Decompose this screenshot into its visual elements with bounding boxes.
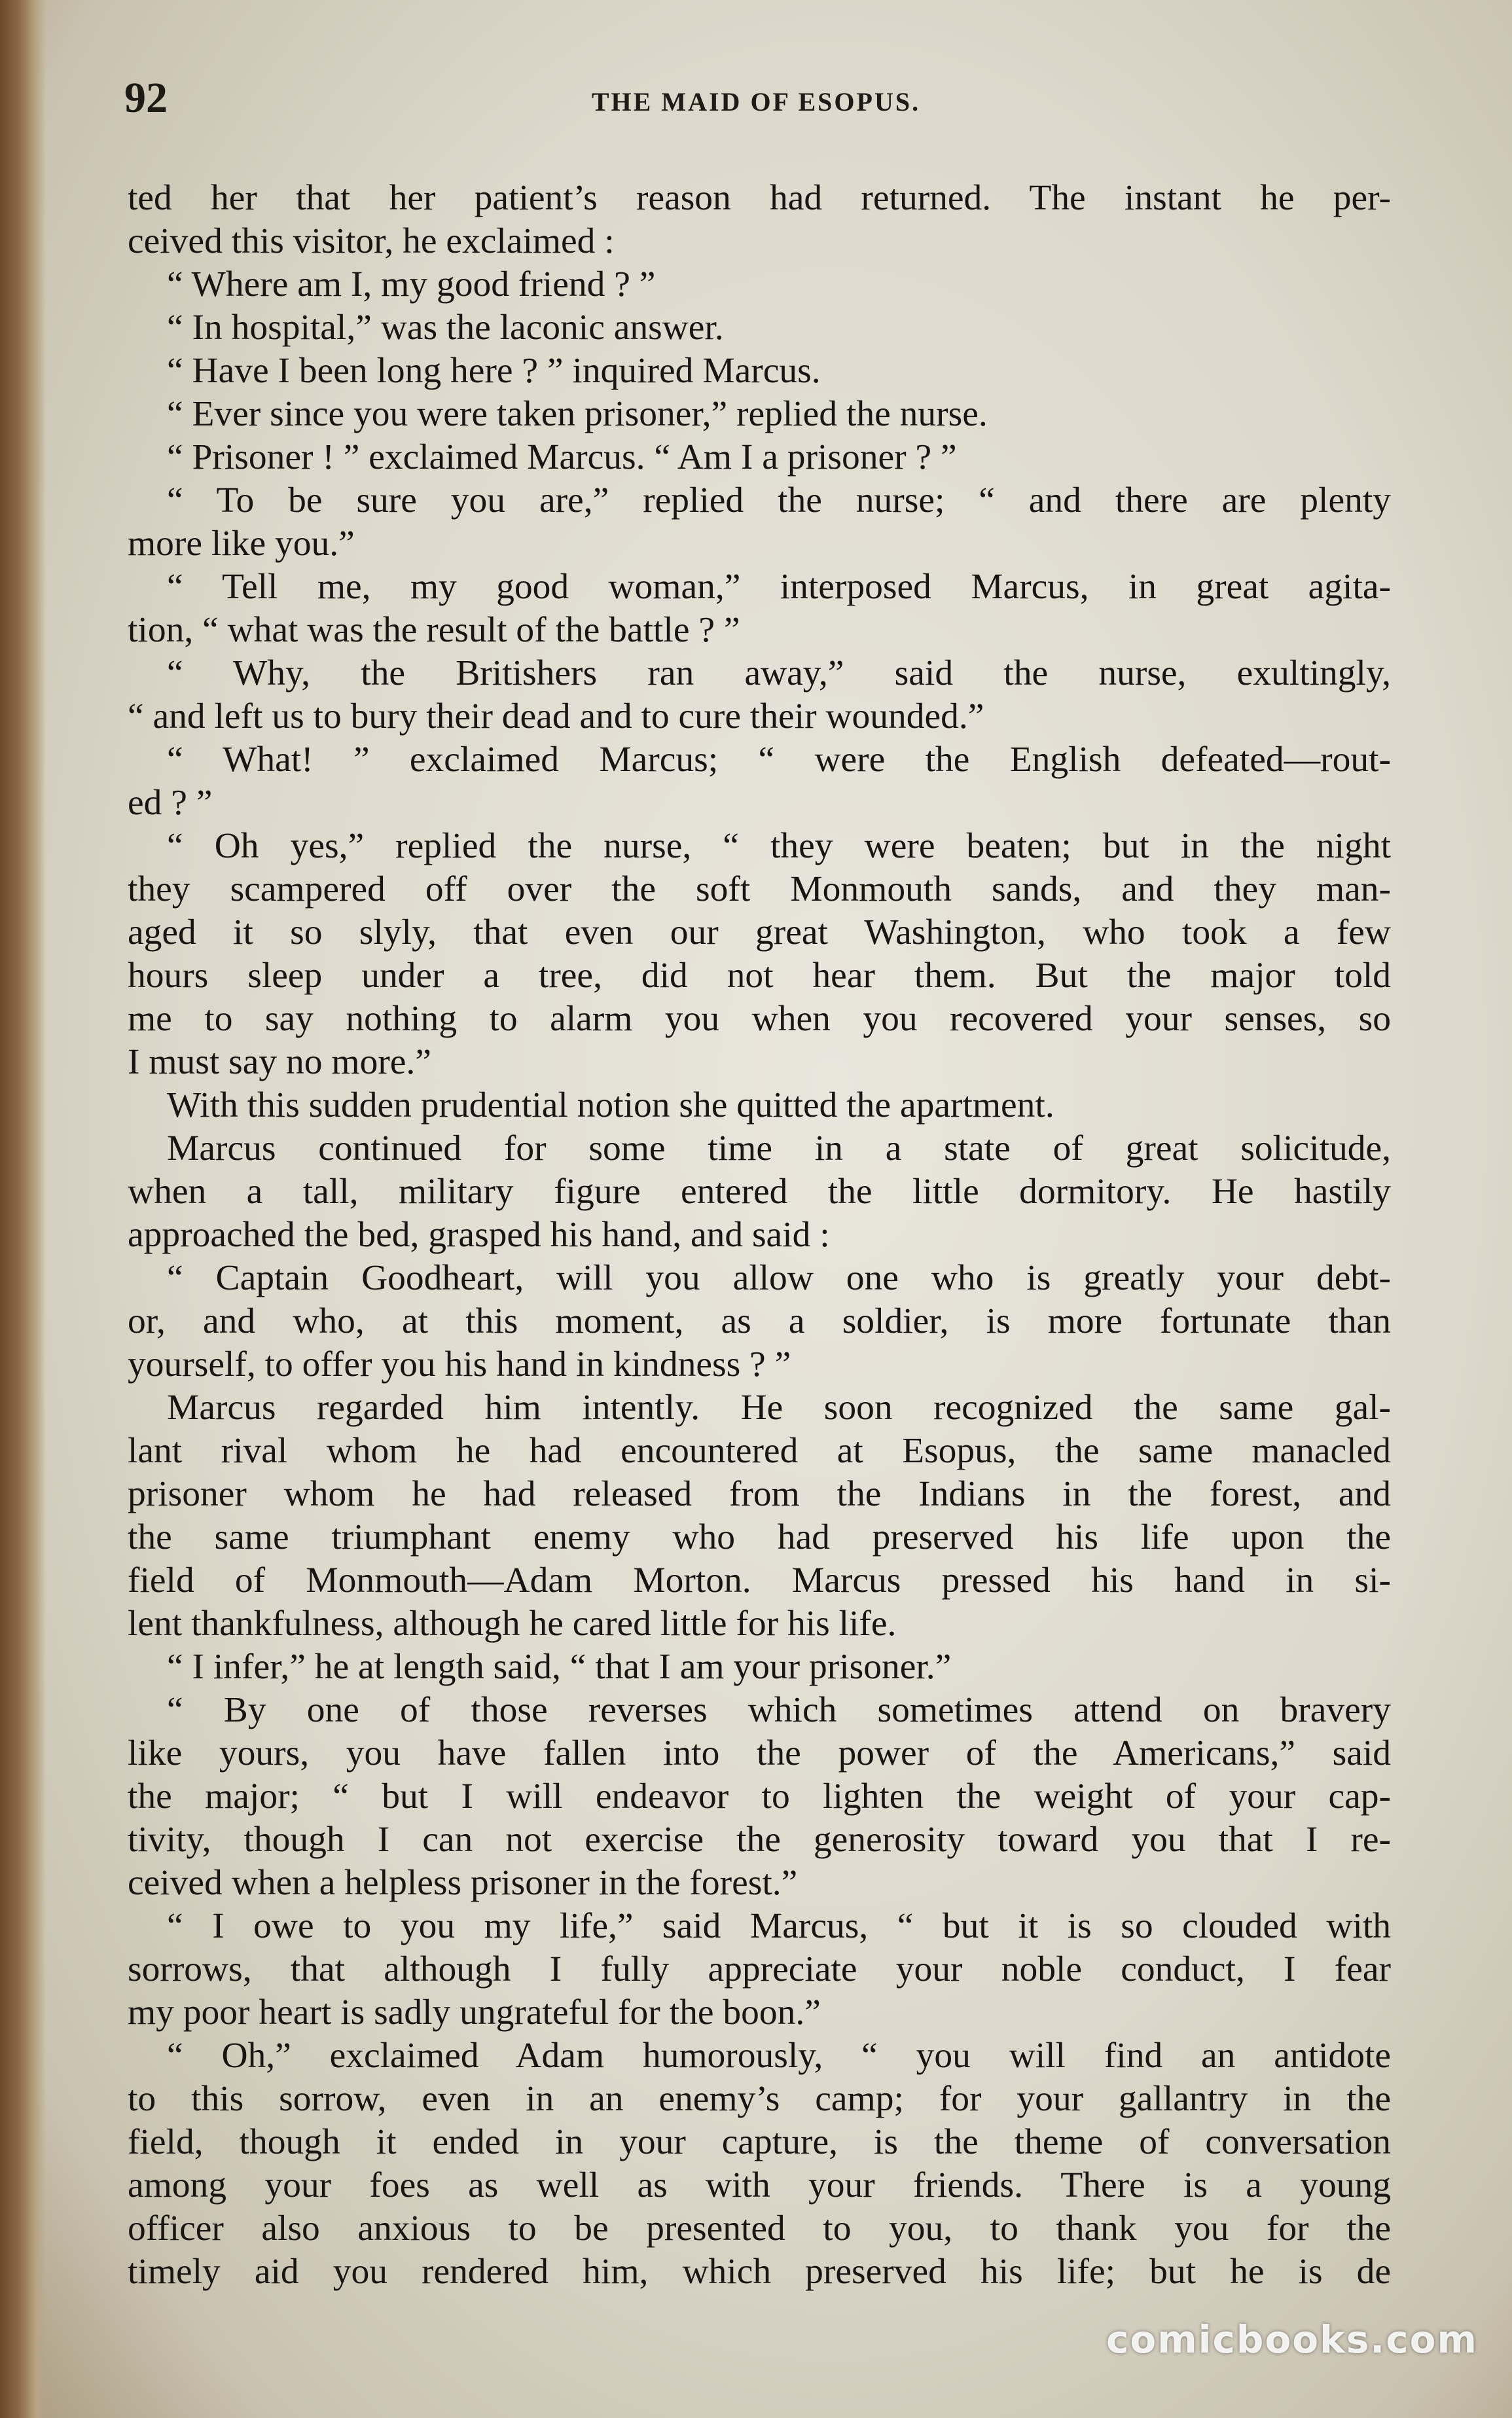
text-line: “ and left us to bury their dead and to cure their wounded.” — [128, 696, 984, 736]
page-number: 92 — [124, 74, 168, 122]
text-line: field, though it ended in your capture, is the theme of conversation — [128, 2122, 1391, 2162]
text-line: they scampered off over the soft Monmouth sands, and they man- — [128, 869, 1391, 909]
page-gutter-shadow — [0, 0, 46, 2418]
text-line: among your foes as well as with your friends. There is a young — [128, 2165, 1391, 2205]
running-head — [124, 73, 1388, 132]
text-line: Marcus regarded him intently. He soon recognized the same gal- — [167, 1388, 1391, 1428]
text-line: when a tall, military figure entered the little dormitory. He hastily — [128, 1172, 1391, 1212]
body-text — [128, 177, 1391, 2294]
text-line: timely aid you rendered him, which preserved his life; but he is de — [128, 2252, 1391, 2292]
text-line: “ Have I been long here ? ” inquired Marcus. — [167, 351, 821, 391]
text-line: approached the bed, grasped his hand, and said : — [128, 1215, 830, 1255]
text-line: prisoner whom he had released from the Indians in the forest, and — [128, 1474, 1391, 1514]
text-line: “ In hospital,” was the laconic answer. — [167, 308, 724, 348]
text-line: “ What! ” exclaimed Marcus; “ were the English defeated—rout- — [167, 740, 1391, 780]
text-line: me to say nothing to alarm you when you recovered your senses, so — [128, 999, 1391, 1039]
text-line: sorrows, that although I fully appreciate your noble conduct, I fear — [128, 1949, 1391, 1989]
text-line: With this sudden prudential notion she quitted the apartment. — [167, 1085, 1054, 1125]
text-line: “ Captain Goodheart, will you allow one who is greatly your debt- — [167, 1258, 1391, 1298]
text-line: “ Prisoner ! ” exclaimed Marcus. “ Am I a prisoner ? ” — [167, 437, 957, 477]
text-line: ceived when a helpless prisoner in the forest.” — [128, 1863, 798, 1903]
text-line: the major; “ but I will endeavor to lighten the weight of your cap- — [128, 1777, 1391, 1816]
text-line: ted her that her patient’s reason had returned. The instant he per- — [128, 178, 1391, 218]
text-line: to this sorrow, even in an enemy’s camp; for your gallantry in the — [128, 2079, 1391, 2119]
text-line: lent thankfulness, although he cared little for his life. — [128, 1604, 897, 1644]
text-line: tivity, though I can not exercise the generosity toward you that I re- — [128, 1820, 1391, 1860]
running-title: THE MAID OF ESOPUS. — [591, 87, 921, 117]
text-line: ceived this visitor, he exclaimed : — [128, 221, 615, 261]
text-line: ed ? ” — [128, 783, 213, 823]
text-line: tion, “ what was the result of the battle ? ” — [128, 610, 740, 650]
text-line: “ Where am I, my good friend ? ” — [167, 264, 656, 304]
text-line: my poor heart is sadly ungrateful for the boon.” — [128, 1993, 821, 2032]
text-line: “ Oh yes,” replied the nurse, “ they were beaten; but in the night — [167, 826, 1391, 866]
text-line: “ Why, the Britishers ran away,” said the nurse, exultingly, — [167, 653, 1391, 693]
text-line: “ Ever since you were taken prisoner,” replied the nurse. — [167, 394, 988, 434]
text-line: hours sleep under a tree, did not hear them. But the major told — [128, 956, 1391, 996]
text-line: “ I owe to you my life,” said Marcus, “ but it is so clouded with — [167, 1906, 1391, 1946]
text-line: like yours, you have fallen into the power of the Americans,” said — [128, 1733, 1391, 1773]
text-line: “ Tell me, my good woman,” interposed Marcus, in great agita- — [167, 567, 1391, 607]
text-line: the same triumphant enemy who had preserved his life upon the — [128, 1517, 1391, 1557]
text-line: field of Monmouth—Adam Morton. Marcus pressed his hand in si- — [128, 1561, 1391, 1600]
text-line: “ Oh,” exclaimed Adam humorously, “ you will find an antidote — [167, 2036, 1391, 2076]
text-line: Marcus continued for some time in a state of great solicitude, — [167, 1128, 1391, 1168]
text-line: lant rival whom he had encountered at Esopus, the same manacled — [128, 1431, 1391, 1471]
text-line: “ To be sure you are,” replied the nurse; “ and there are plenty — [167, 480, 1391, 520]
text-line: more like you.” — [128, 524, 355, 564]
text-line: “ By one of those reverses which sometimes attend on bravery — [167, 1690, 1391, 1730]
text-line: yourself, to offer you his hand in kindness ? ” — [128, 1344, 791, 1384]
text-line: “ I infer,” he at length said, “ that I am your prisoner.” — [167, 1647, 952, 1687]
watermark: comicbooks.com — [1106, 2317, 1478, 2362]
text-line: or, and who, at this moment, as a soldier, is more fortunate than — [128, 1301, 1391, 1341]
text-line: I must say no more.” — [128, 1042, 431, 1082]
text-line: aged it so slyly, that even our great Washington, who took a few — [128, 912, 1391, 952]
text-line: officer also anxious to be presented to you, to thank you for the — [128, 2209, 1391, 2248]
